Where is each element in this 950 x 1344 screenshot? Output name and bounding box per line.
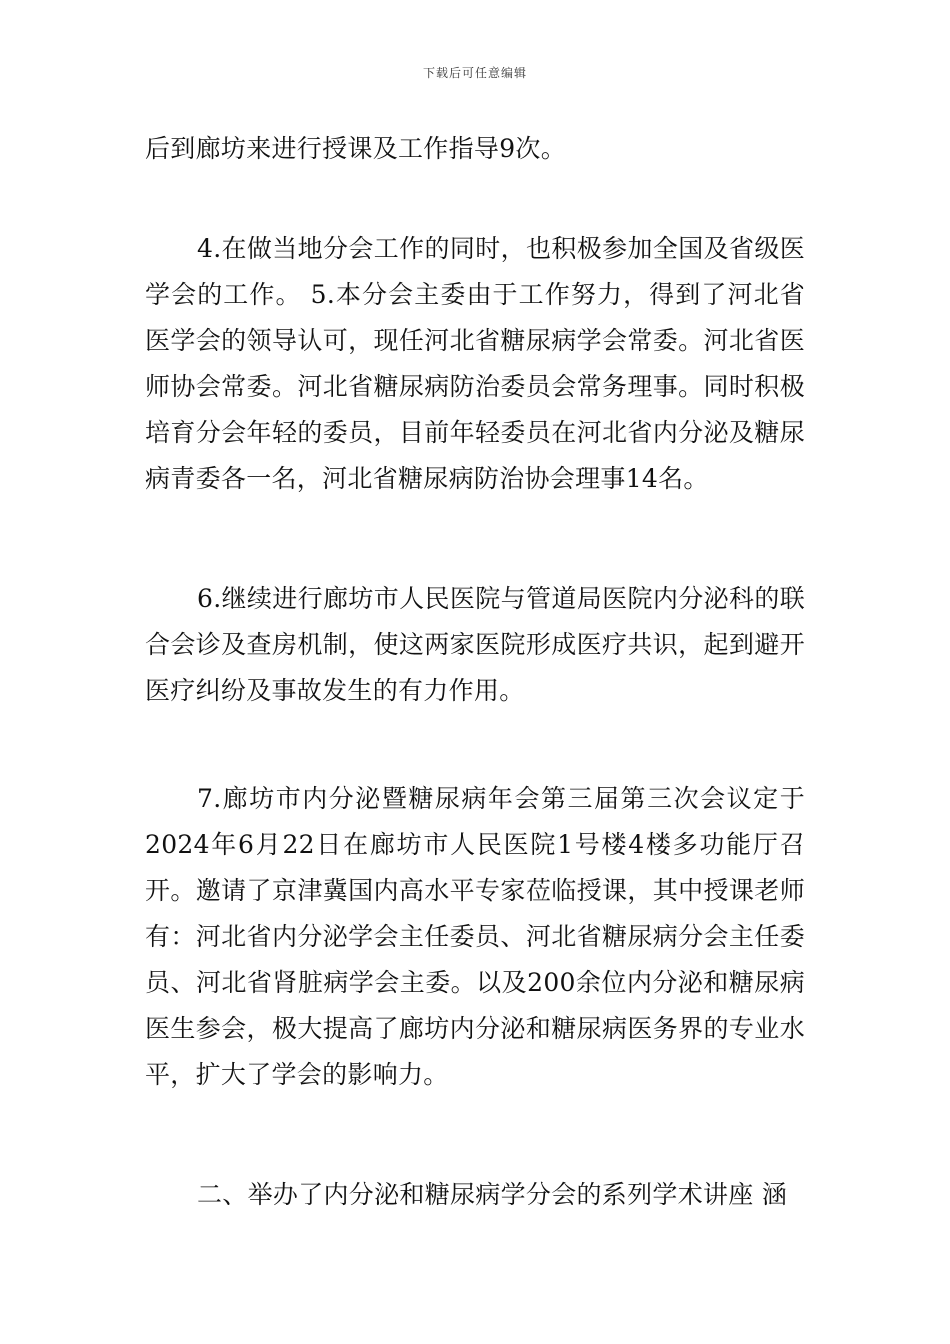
section-heading-2: 二、举办了内分泌和糖尿病学分会的系列学术讲座 涵 xyxy=(197,1180,788,1209)
paragraph-item-6: 6.继续进行廊坊市人民医院与管道局医院内分泌科的联合会诊及查房机制，使这两家医院形成医疗共识，起到避开医疗纠纷及事故发生的有力作用。 xyxy=(145,584,805,705)
paragraph-item-4-5: 4.在做当地分会工作的同时，也积极参加全国及省级医学会的工作。 5.本分会主委由于工作努力，得到了河北省医学会的领导认可，现任河北省糖尿病学会常委。河北省医师协会常委。河北省糖尿病防治委员会常务理事。同时积极培育分会年轻的委员，目前年轻委员在河北省内分泌及糖尿病青委各一名，河北省糖尿病防治协会理事14名。 xyxy=(145,234,805,493)
paragraph-continuation: 后到廊坊来进行授课及工作指导9次。 xyxy=(145,134,567,163)
page-header: 下载后可任意编辑 xyxy=(422,66,527,80)
paragraph-item-7: 7.廊坊市内分泌暨糖尿病年会第三届第三次会议定于2024年6月22日在廊坊市人民医院1号楼4楼多功能厅召开。邀请了京津冀国内高水平专家莅临授课，其中授课老师有：河北省内分泌学会主任委员、河北省糖尿病分会主任委员、河北省肾脏病学会主委。以及200余位内分泌和糖尿病医生参会，极大提高了廊坊内分泌和糖尿病医务界的专业水平，扩大了学会的影响力。 xyxy=(145,784,805,1089)
